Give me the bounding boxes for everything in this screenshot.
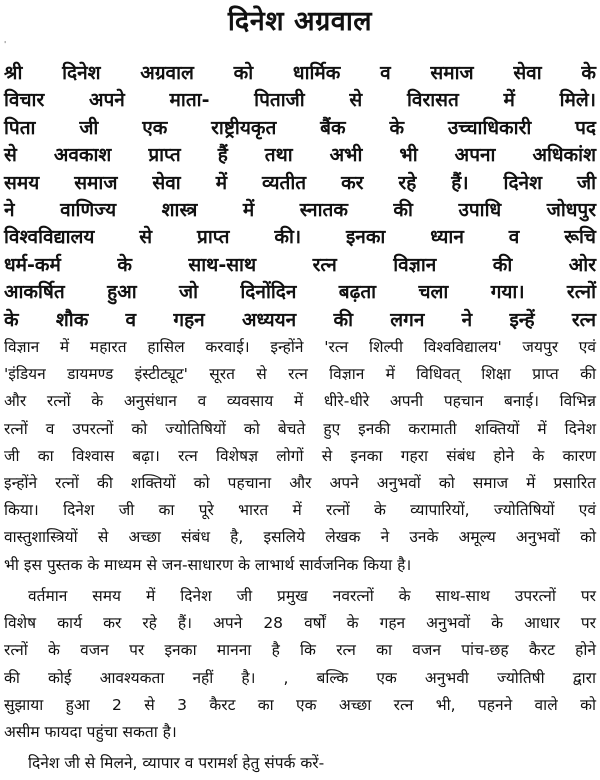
article-body [4,60,596,777]
text-line: विश्वविद्यालय से प्राप्त की। इनका ध्यान व रूचि [4,226,596,249]
closing-line: दिनेश जी से मिलने, व्यापार व परामर्श हेतु संपर्क करें- [28,754,325,773]
text-line: विज्ञान में महारत हासिल करवाई। इन्होंने 'रत्न शिल्पी विश्वविद्यालय' जयपुर एवं [4,338,596,357]
text-line: किया। दिनेश जी का पूरे भारत में रत्नों के व्यापारियों, ज्योतिषियों एवं [4,501,596,520]
text-line: आकर्षित हुआ जो दिनोंदिन बढ़ता चला गया। रत्नों [4,281,596,304]
text-line: रत्नों व उपरत्नों को ज्योतिषियों को बेचते हुए इनकी करामाती शक्तियों में दिनेश [4,419,596,438]
text-line: जी का विश्वास बढ़ा। रत्न विशेषज्ञ लोगों से इनका गहरा संबंध होने के कारण [4,446,596,465]
text-line: इन्होंने रत्नों की शक्तियों को पहचाना और अपने अनुभवों को समाज में प्रसारित [4,474,596,493]
text-line: विशेष कार्य कर रहे हैं। अपने 28 वर्षों के गहन अनुभवों के आधार पर [4,614,596,633]
scan-mark: ' [4,40,7,49]
text-line: विचार अपने माता- पिताजी से विरासत में मिले। [4,89,596,112]
text-line: 'इंडियन डायमण्ड इंस्टीट्यूट' सूरत से रत्न विज्ञान में विधिवत् शिक्षा प्राप्त की [4,365,596,384]
text-line: रत्नों के वजन पर इनका मानना है कि रत्न का वजन पांच-छह कैरट होने [4,641,596,660]
text-line: असीम फायदा पहुंचा सकता है। [4,722,177,741]
text-line: भी इस पुस्तक के माध्यम से जन-साधारण के लाभार्थ सार्वजनिक किया है। [4,555,412,574]
text-line: धर्म-कर्म के साथ-साथ रत्न विज्ञान की ओर [4,253,596,276]
text-line: से अवकाश प्राप्त हैं तथा अभी भी अपना अधिकांश [4,144,596,167]
text-line: श्री दिनेश अग्रवाल को धार्मिक व समाज सेवा के [4,62,596,84]
text-line: और रत्नों के अनुसंधान व व्यवसाय में धीरे-धीरे अपनी पहचान बनाई। विभिन्न [4,392,596,411]
text-line: वास्तुशास्त्रियों से अच्छा संबंध है, इसलिये लेखक ने उनके अमूल्य अनुभवों को [4,528,596,547]
text-line: वर्तमान समय में दिनेश जी प्रमुख नवरत्नों के साथ-साथ उपरत्नों पर [28,586,596,605]
text-line: की कोई आवश्यकता नहीं है। , बल्कि एक अनुभवी ज्योतिषी द्वारा [4,668,596,687]
closing-paragraph [4,750,596,777]
text-line: समय समाज सेवा में व्यतीत कर रहे हैं। दिनेश जी [4,171,596,194]
text-line: के शौक व गहन अध्ययन की लगन ने इन्हें रत्न [4,308,596,331]
text-line: सुझाया हुआ 2 से 3 कैरट का एक अच्छा रत्न भी, पहनने वाले को [4,695,596,714]
first-paragraph-continued [4,334,596,579]
text-line: ने वाणिज्य शास्त्र में स्नातक की उपाधि जोधपुर [4,199,596,222]
intro-paragraph [4,60,596,334]
text-line: पिता जी एक राष्ट्रीयकृत बैंक के उच्चाधिकारी पद [4,116,596,139]
page-title: दिनेश अग्रवाल [227,6,373,37]
second-paragraph [4,583,596,746]
